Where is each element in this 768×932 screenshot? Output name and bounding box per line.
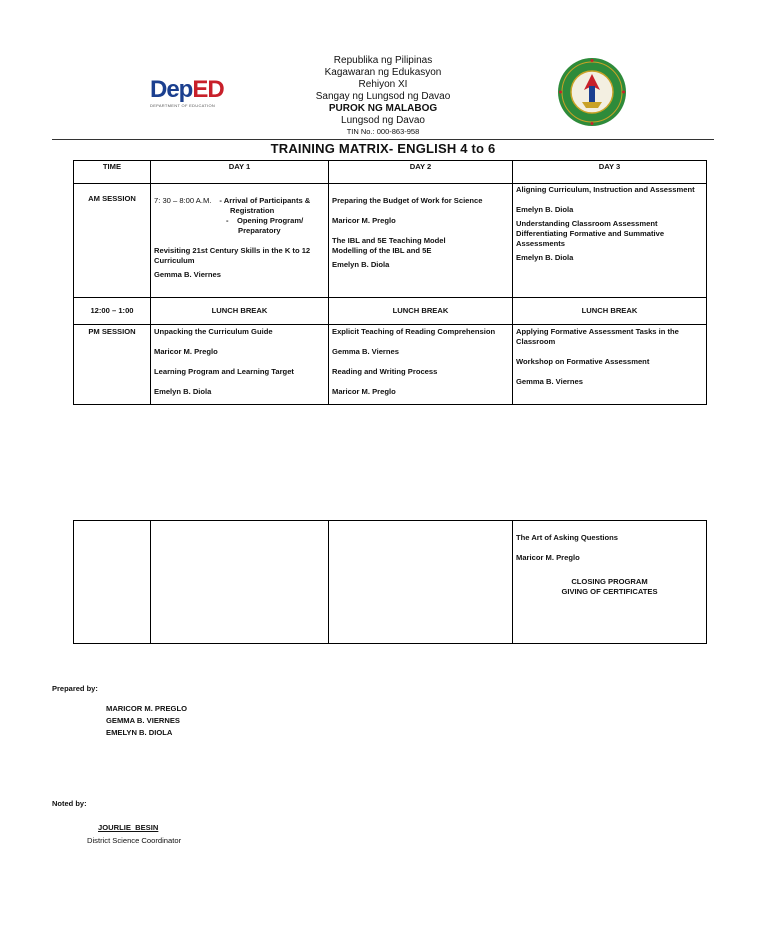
deped-logo-text-right: ED <box>192 76 224 103</box>
deped-logo-text-left: Dep <box>150 76 193 103</box>
am-day2-cell <box>329 184 513 298</box>
am-day2-speaker-1: Maricor M. Preglo <box>332 216 396 225</box>
pm-day2-cell <box>329 325 513 405</box>
prepared-name-2: GEMMA B. VIERNES <box>106 716 180 725</box>
closing-program: CLOSING PROGRAM <box>571 577 648 586</box>
letterhead-tin: TIN No.: 000-863-958 <box>346 127 420 136</box>
pm-day3-cell <box>513 325 707 405</box>
pm-day2-speaker-2: Maricor M. Preglo <box>332 387 396 396</box>
pm-day1-speaker-2: Emelyn B. Diola <box>154 387 212 396</box>
am-day3-topic-2b: Differentiating Formative and Summative Assessments <box>516 229 665 248</box>
letterhead-line-2: Kagawaran ng Edukasyon <box>324 67 442 78</box>
am-day3-topic-1: Aligning Curriculum, Instruction and Assessment <box>516 185 695 194</box>
pm-session-row <box>74 325 707 405</box>
continuation-row <box>74 521 707 644</box>
am-day3-cell <box>513 184 707 298</box>
pm-day2-topic-1: Explicit Teaching of Reading Comprehension <box>332 327 496 336</box>
am-day1-item-2: - Opening Program/ <box>226 216 304 225</box>
continuation-time-cell <box>74 521 151 644</box>
header-divider <box>52 139 714 140</box>
lunch-row <box>74 298 707 325</box>
prepared-name-3: EMELYN B. DIOLA <box>106 728 173 737</box>
noted-by-label: Noted by: <box>52 799 87 808</box>
header-day-1: DAY 1 <box>151 161 329 184</box>
document-title: TRAINING MATRIX- ENGLISH 4 to 6 <box>270 141 496 156</box>
header-day-3: DAY 3 <box>513 161 707 184</box>
am-day2-topic-2b: Modelling of the IBL and 5E <box>332 246 432 255</box>
pm-session-label: PM SESSION <box>74 325 151 405</box>
letterhead-line-4: Sangay ng Lungsod ng Davao <box>315 91 451 102</box>
pm-day2-speaker-1: Gemma B. Viernes <box>332 347 399 356</box>
header-day-2: DAY 2 <box>329 161 513 184</box>
am-day1-item-2-text: Opening Program/ <box>236 216 304 225</box>
am-session-row <box>74 184 707 298</box>
am-day2-speaker-2: Emelyn B. Diola <box>332 260 390 269</box>
letterhead <box>290 55 476 137</box>
pm-day1-cell <box>151 325 329 405</box>
continuation-speaker: Maricor M. Preglo <box>516 553 580 562</box>
am-day3-speaker-2: Emelyn B. Diola <box>516 253 574 262</box>
header-time: TIME <box>74 161 151 184</box>
letterhead-line-1: Republika ng Pilipinas <box>333 55 433 66</box>
letterhead-city: Lungsod ng Davao <box>341 115 425 126</box>
pm-day1-topic-1: Unpacking the Curriculum Guide <box>154 327 273 336</box>
division-seal-icon <box>556 56 628 128</box>
noted-by-name: JOURLIE BESIN <box>98 823 159 832</box>
pm-day3-topic-1: Applying Formative Assessment Tasks in the Classroom <box>516 327 679 346</box>
lunch-day2: LUNCH BREAK <box>329 298 513 325</box>
continuation-day3-cell <box>513 521 707 644</box>
lunch-day3: LUNCH BREAK <box>513 298 707 325</box>
deped-logo-subtext: DEPARTMENT OF EDUCATION <box>150 103 216 108</box>
noted-by-role: District Science Coordinator <box>87 836 182 845</box>
prepared-name-1: MARICOR M. PREGLO <box>106 704 187 713</box>
am-day3-speaker-1: Emelyn B. Diola <box>516 205 574 214</box>
pm-day1-topic-2: Learning Program and Learning Target <box>154 367 294 376</box>
pm-day3-topic-2: Workshop on Formative Assessment <box>516 357 650 366</box>
am-day2-topic-2: The IBL and 5E Teaching Model <box>332 236 446 245</box>
continuation-day2-cell <box>329 521 513 644</box>
pm-day1-speaker-1: Maricor M. Preglo <box>154 347 218 356</box>
letterhead-district: PUROK NG MALABOG <box>328 103 438 114</box>
pm-day2-topic-2: Reading and Writing Process <box>332 367 438 376</box>
letterhead-line-3: Rehiyon XI <box>358 79 408 90</box>
pm-day3-speaker: Gemma B. Viernes <box>516 377 583 386</box>
continuation-table <box>73 520 707 644</box>
am-day1-item-2b: Preparatory <box>238 226 281 235</box>
am-day1-item-1: - Arrival of Participants & <box>219 196 311 205</box>
continuation-topic: The Art of Asking Questions <box>516 533 618 542</box>
prepared-by-label: Prepared by: <box>52 684 98 693</box>
am-day1-topic: Revisiting 21st Century Skills in the K to 12 Curriculum <box>154 246 311 265</box>
training-matrix-table <box>73 160 707 405</box>
am-day1-item-1b: Registration <box>230 206 275 215</box>
deped-logo <box>150 78 226 112</box>
am-day2-topic-1: Preparing the Budget of Work for Science <box>332 196 483 205</box>
am-session-label: AM SESSION <box>74 184 151 298</box>
lunch-time: 12:00 – 1:00 <box>74 298 151 325</box>
lunch-day1: LUNCH BREAK <box>151 298 329 325</box>
am-day3-topic-2: Understanding Classroom Assessment <box>516 219 658 228</box>
continuation-day1-cell <box>151 521 329 644</box>
prepared-by-names <box>106 703 187 739</box>
am-day1-cell <box>151 184 329 298</box>
am-day1-speaker: Gemma B. Viernes <box>154 270 221 279</box>
giving-of-certificates: GIVING OF CERTIFICATES <box>561 587 658 596</box>
am-day1-time: 7: 30 – 8:00 A.M. <box>154 196 212 205</box>
table-header-row <box>74 161 707 184</box>
